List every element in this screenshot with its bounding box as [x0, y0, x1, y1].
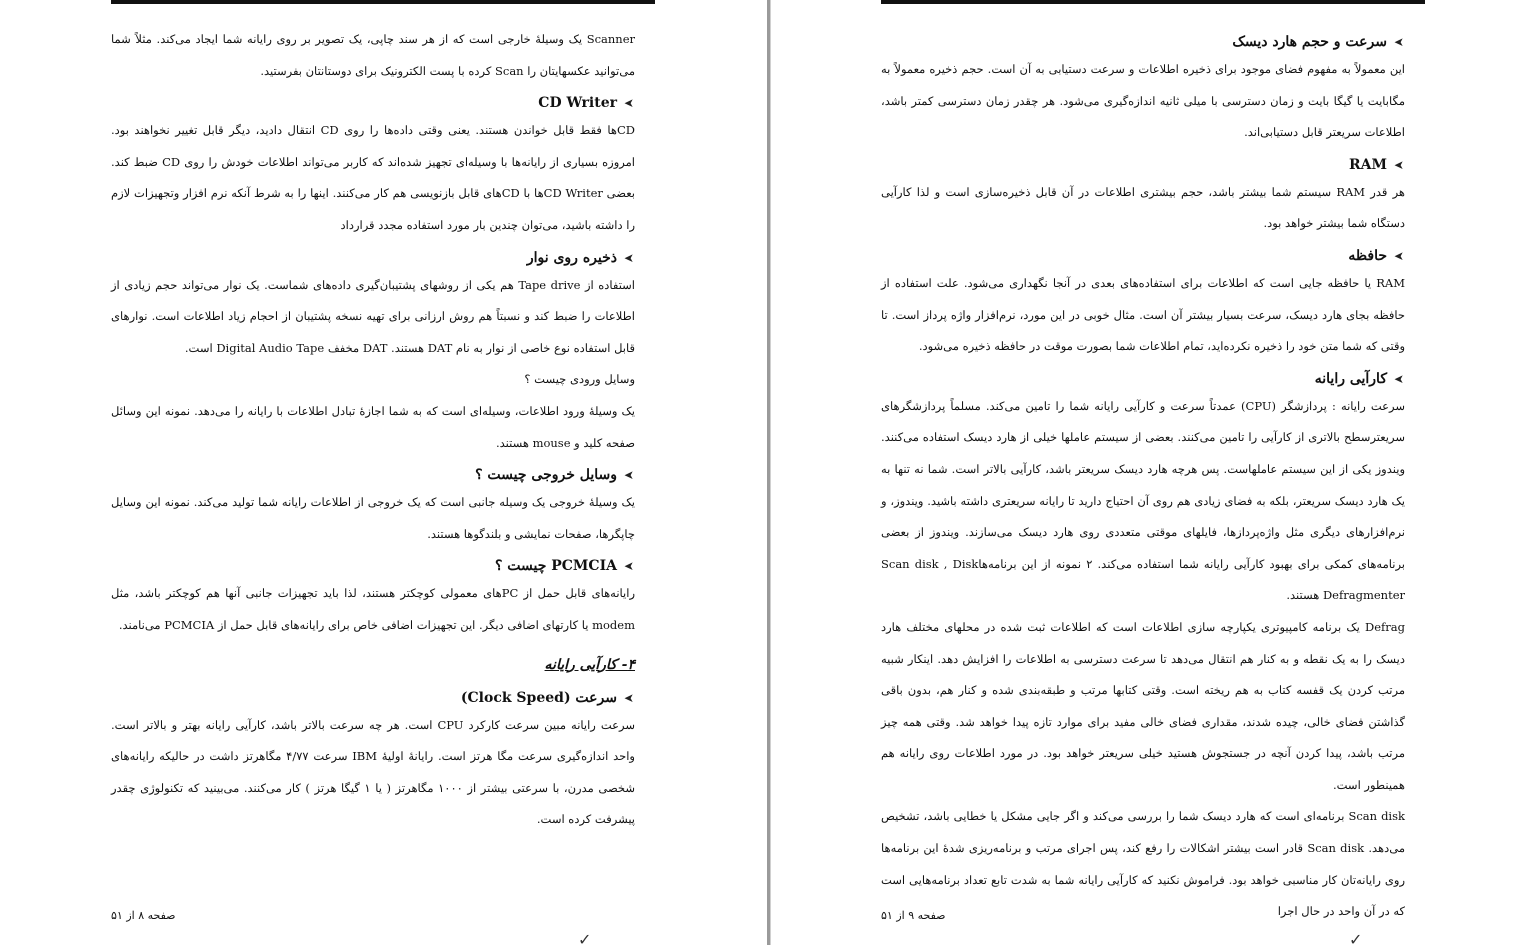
page-top-rule [111, 0, 655, 4]
section-heading-text: حافظه [1348, 247, 1387, 264]
arrow-left-icon: ➤ [623, 690, 635, 705]
document-page-right [770, 0, 1536, 945]
section-heading-text: ذخیره روی نوار [526, 249, 617, 266]
paragraph: استفاده از Tape drive هم یکی از روشهای پشتیبان‌گیری داده‌های شماست. یک نوار می‌تواند حجم زیادی از اطلاعات را ضبط کند و نسبتاً هم روش ارزانی برای تهیه نسخه پشتیبان از احجام زیاد اطلاعات است. نوارهای قابل استفاده نوع خاصی از نوار به نام DAT هستند. DAT مخفف Digital Audio Tape است. [111, 277, 636, 355]
paragraph: سرعت رایانه مبین سرعت کارکرد CPU است. هر چه سرعت بالاتر باشد، کارآیی رایانه بهتر و بالاتر است. واحد اندازه‌گیری سرعت مگا هرتز است. رایانهٔ اولیهٔ IBM سرعت ۴/۷۷ مگاهرتز داشت در حالیکه رایانه‌های شخصی مدرن، با سرعتی بیشتر از ۱۰۰۰ مگاهرتز ( یا ۱ گیگا هرتز ) کار می‌کنند. می‌بینید که تکنولوژی چقدر پیشرفت کرده است. [111, 717, 635, 827]
section-heading [881, 153, 1405, 177]
paragraph: رایانه‌های قابل حمل از PCهای معمولی کوچکتر هستند، لذا باید تجهیزات جانبی آنها هم کوچکتر باشد، مثل modem یا کارتهای اضافی دیگر. این تجهیزات اضافی خاص برای رایانه‌های قابل حمل از PCMCIA می‌نامند. [111, 586, 635, 632]
paragraph: هر قدر RAM سیستم شما بیشتر باشد، حجم بیشتری اطلاعات در آن قابل ذخیره‌سازی است و لذا کارآیی دستگاه شما بیشتر خواهد بود. [881, 184, 1405, 231]
paragraph: Defrag یک برنامه کامپیوتری یکپارچه سازی اطلاعات است که اطلاعات ثبت شده در محلهای مختلف هارد دیسک را به یک نقطه و به کنار هم انتقال می‌دهد تا سرعت دسترسی به اطلاعات را افزایش دهد. اینکار شبیه مرتب کردن یک قفسه کتاب به هم ریخته است. وقتی کتابها مرتب و طبقه‌بندی شده و کنار هم، بدون باقی گذاشتن فضای خالی، چیده شدند، مقداری فضای خالی مفید برای موارد تازه پیدا خواهد شد. وقتی همه چیز مرتب باشد، پیدا کردن آنچه در جستجوش هستید خیلی سریعتر خواهد بود. در مورد اطلاعات روی رایانه هم همینطور است. [881, 619, 1405, 792]
page-footer: صفحه ۹ از ۵۱ [881, 909, 946, 922]
paragraph: سرعت رایانه : پردازشگر (CPU) عمدتاً سرعت و کارآیی رایانه شما را تامین می‌کند. مسلماً پردازشگرهای سریعترسطح بالاتری از کارآیی را تامین می‌کنند. بعضی از سیستم عاملها خیلی از هارد دیسک استفاده می‌کنند. ویندوز یکی از این سیستم عاملهاست. پس هرچه هارد دیسک سریعتر باشد، کارآیی بالاتر است. شما نه تنها به یک هارد دیسک سریعتر، بلکه به فضای زیادی هم روی آن احتیاج دارید تا رایانه سریعتری داشته باشید. ویندوز، و نرم‌افزارهای دیگری مثل واژه‌پردازها، فایلهای موقتی متعددی روی هارد دیسک می‌سازند. ویندوز از بعضی برنامه‌های کمکی برای بهبود کارآیی رایانه شما استفاده می‌کند. ۲ نمونه از این برنامه‌هاScan disk , Disk Defragmenter هستند. [881, 398, 1405, 603]
paragraph: این معمولاً به مفهوم فضای موجود برای ذخیره اطلاعات و سرعت دستیابی به آن است. حجم ذخیره معمولاً به مگابایت یا گیگا بایت و زمان دسترسی با میلی ثانیه اندازه‌گیری می‌شود. هر چقدر زمان دسترسی کمتر باشد، اطلاعات سریعتر قابل دستیابی‌اند. [881, 62, 1405, 140]
arrow-left-icon: ➤ [623, 96, 635, 111]
section-heading [111, 554, 635, 578]
arrow-left-icon: ➤ [1393, 248, 1405, 263]
arrow-left-icon: ➤ [1393, 35, 1405, 49]
paragraph: یک وسیلهٔ ورود اطلاعات، وسیله‌ای است که به شما اجازهٔ تبادل اطلاعات با رایانه را می‌دهد. نمونه این وسائل صفحه کلید و mouse هستند. [111, 403, 635, 450]
checkmark-icon: ✓ [578, 930, 592, 945]
paragraph: وسایل ورودی چیست ؟ [524, 372, 635, 387]
arrow-left-icon: ➤ [1393, 371, 1405, 386]
section-heading [111, 246, 635, 270]
section-heading-text: سرعت و حجم هارد دیسک [1232, 34, 1387, 50]
section-heading [881, 244, 1405, 268]
page-top-rule [881, 0, 1425, 4]
paragraph: Scan disk برنامه‌ای است که هارد دیسک شما را بررسی می‌کند و اگر جایی مشکل یا خطایی باشد، تشخیص می‌دهد. Scan disk قادر است بیشتر اشکالات را رفع کند، پس اجرای مرتب و برنامه‌ریزی شدهٔ این برنامه‌ها روی رایانه‌تان کار مناسبی خواهد بود. فراموش نکنید که کارآیی رایانه شما به شدت تابع تعداد برنامه‌هایی است که در آن واحد در حال اجرا [881, 809, 1405, 919]
section-heading-text: RAM [1349, 156, 1387, 173]
checkmark-icon: ✓ [1349, 930, 1363, 945]
paragraph: Scanner یک وسیلهٔ خارجی است که از هر سند چاپی، یک تصویر بر روی رایانه شما ایجاد می‌کند. مثلاً شما می‌توانید عکسهایتان را Scan کرده با پست الکترونیک برای دوستانتان بفرستید. [111, 32, 635, 78]
arrow-left-icon: ➤ [623, 250, 635, 265]
arrow-left-icon: ➤ [623, 468, 635, 483]
page-content [111, 24, 635, 836]
section-heading [111, 686, 635, 710]
paragraph: CDها فقط قابل خواندن هستند. یعنی وقتی داده‌ها را روی CD انتقال دادید، دیگر قابل تغییر نخواهند بود. امروزه بسیاری از رایانه‌ها با وسیله‌ای تجهیز شده‌اند که کاربر می‌تواند اطلاعات خودش را روی CD ضبط کند. بعضی CD Writerها با CDهای قابل بازنویسی هم کار می‌کنند. اینها را به شرط آنکه نرم افزار وتجهیزات لازم را داشته باشید، می‌توان چندین بار مورد استفاده مجدد قرارداد [111, 123, 636, 232]
section-heading [111, 463, 635, 487]
section-heading [881, 367, 1405, 391]
page-content [881, 26, 1405, 928]
arrow-left-icon: ➤ [1393, 157, 1405, 172]
section-heading [111, 91, 635, 115]
paragraph: RAM یا حافظه جایی است که اطلاعات برای استفاده‌های بعدی در آنجا نگهداری می‌شود. علت استفاده از حافظه بجای هارد دیسک، سرعت بسیار بیشتر آن است. مثال خوبی در این مورد، نرم‌افزار واژه پرداز است. تا وقتی که شما متن خود را ذخیره نکرده‌اید، تمام اطلاعات شما بصورت موقت در حافظه ذخیره می‌شود. [881, 275, 1405, 354]
arrow-left-icon: ➤ [623, 559, 635, 574]
chapter-title: ۴- کارآیی رایانه [544, 656, 635, 673]
section-heading-text: CD Writer [538, 95, 617, 112]
section-heading [881, 30, 1405, 54]
page-footer: صفحه ۸ از ۵۱ [111, 909, 176, 922]
section-heading-text: وسایل خروجی چیست ؟ [475, 467, 617, 484]
section-heading-text: PCMCIA چیست ؟ [494, 558, 617, 575]
section-heading-text: کارآیی رایانه [1314, 370, 1387, 387]
paragraph: یک وسیلهٔ خروجی یک وسیله جانبی است که یک خروجی از اطلاعات رایانه شما تولید می‌کند. نمونه این وسایل چاپگرها، صفحات نمایشی و بلندگوها هستند. [111, 495, 635, 541]
section-heading-text: سرعت (Clock Speed) [460, 689, 617, 706]
